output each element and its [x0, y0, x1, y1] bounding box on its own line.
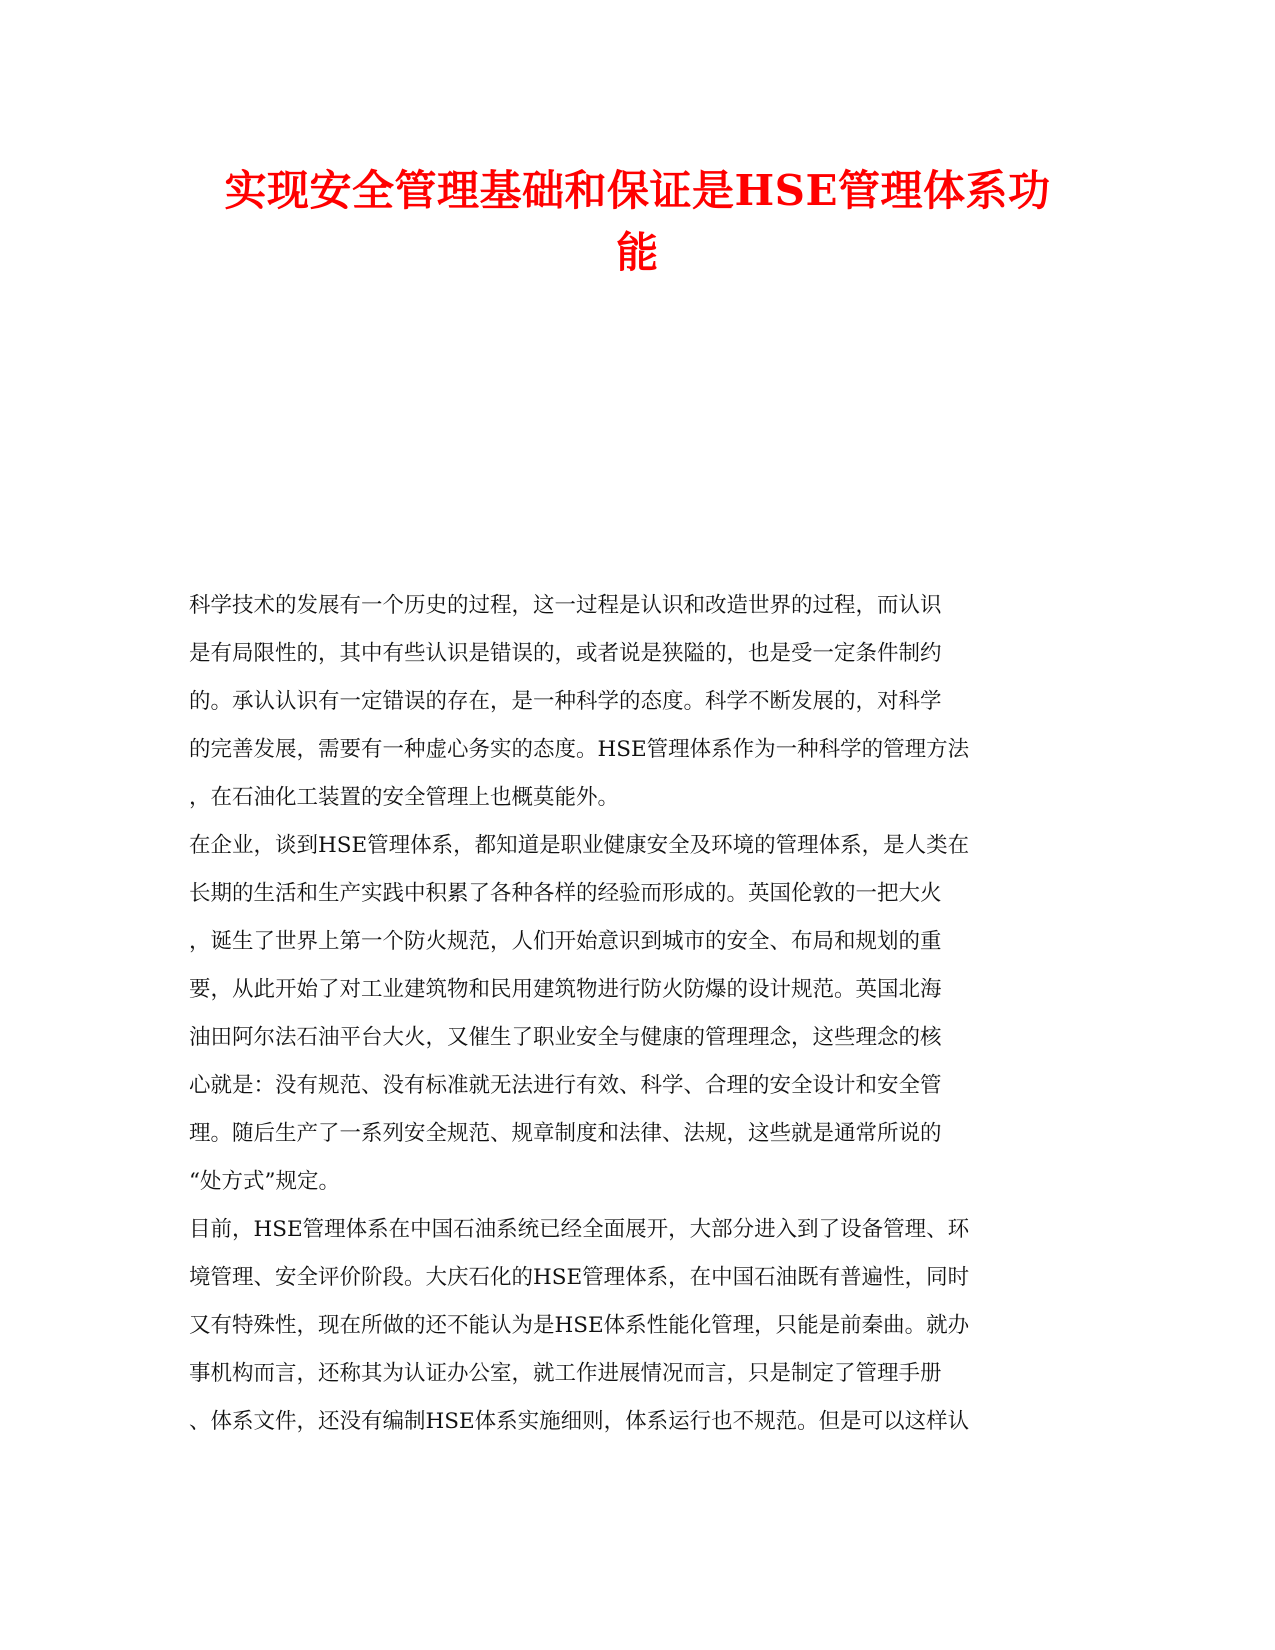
body-line: 心就是：没有规范、没有标准就无法进行有效、科学、合理的安全设计和安全管: [189, 1073, 942, 1098]
body-line: ，诞生了世界上第一个防火规范，人们开始意识到城市的安全、布局和规划的重: [189, 929, 942, 954]
body-line: 要，从此开始了对工业建筑物和民用建筑物进行防火防爆的设计规范。英国北海: [189, 977, 942, 1002]
title-line-2: 能: [616, 228, 659, 277]
document-body: [189, 582, 1089, 1446]
body-line: 科学技术的发展有一个历史的过程，这一过程是认识和改造世界的过程，而认识: [189, 593, 942, 618]
body-line: 、体系文件，还没有编制HSE体系实施细则，体系运行也不规范。但是可以这样认: [189, 1409, 970, 1434]
body-line: 是有局限性的，其中有些认识是错误的，或者说是狭隘的，也是受一定条件制约: [189, 641, 942, 666]
body-line: 又有特殊性，现在所做的还不能认为是HSE体系性能化管理，只能是前秦曲。就办: [189, 1313, 970, 1338]
document-title: [150, 160, 1125, 284]
title-line-1: 实现安全管理基础和保证是HSE管理体系功: [224, 166, 1051, 215]
body-line: 在企业，谈到HSE管理体系，都知道是职业健康安全及环境的管理体系，是人类在: [189, 833, 970, 858]
body-line: ，在石油化工装置的安全管理上也概莫能外。: [189, 785, 620, 810]
body-line: 油田阿尔法石油平台大火，又催生了职业安全与健康的管理理念，这些理念的核: [189, 1025, 942, 1050]
body-line: 境管理、安全评价阶段。大庆石化的HSE管理体系，在中国石油既有普遍性，同时: [189, 1265, 970, 1290]
body-line: 的完善发展，需要有一种虚心务实的态度。HSE管理体系作为一种科学的管理方法: [189, 737, 970, 762]
body-line: 的。承认认识有一定错误的存在，是一种科学的态度。科学不断发展的，对科学: [189, 689, 942, 714]
body-line: 目前，HSE管理体系在中国石油系统已经全面展开，大部分进入到了设备管理、环: [189, 1217, 970, 1242]
body-line: “处方式”规定。: [189, 1169, 340, 1194]
body-line: 理。随后生产了一系列安全规范、规章制度和法律、法规，这些就是通常所说的: [189, 1121, 942, 1146]
body-line: 长期的生活和生产实践中积累了各种各样的经验而形成的。英国伦敦的一把大火: [189, 881, 942, 906]
body-line: 事机构而言，还称其为认证办公室，就工作进展情况而言，只是制定了管理手册: [189, 1361, 942, 1386]
